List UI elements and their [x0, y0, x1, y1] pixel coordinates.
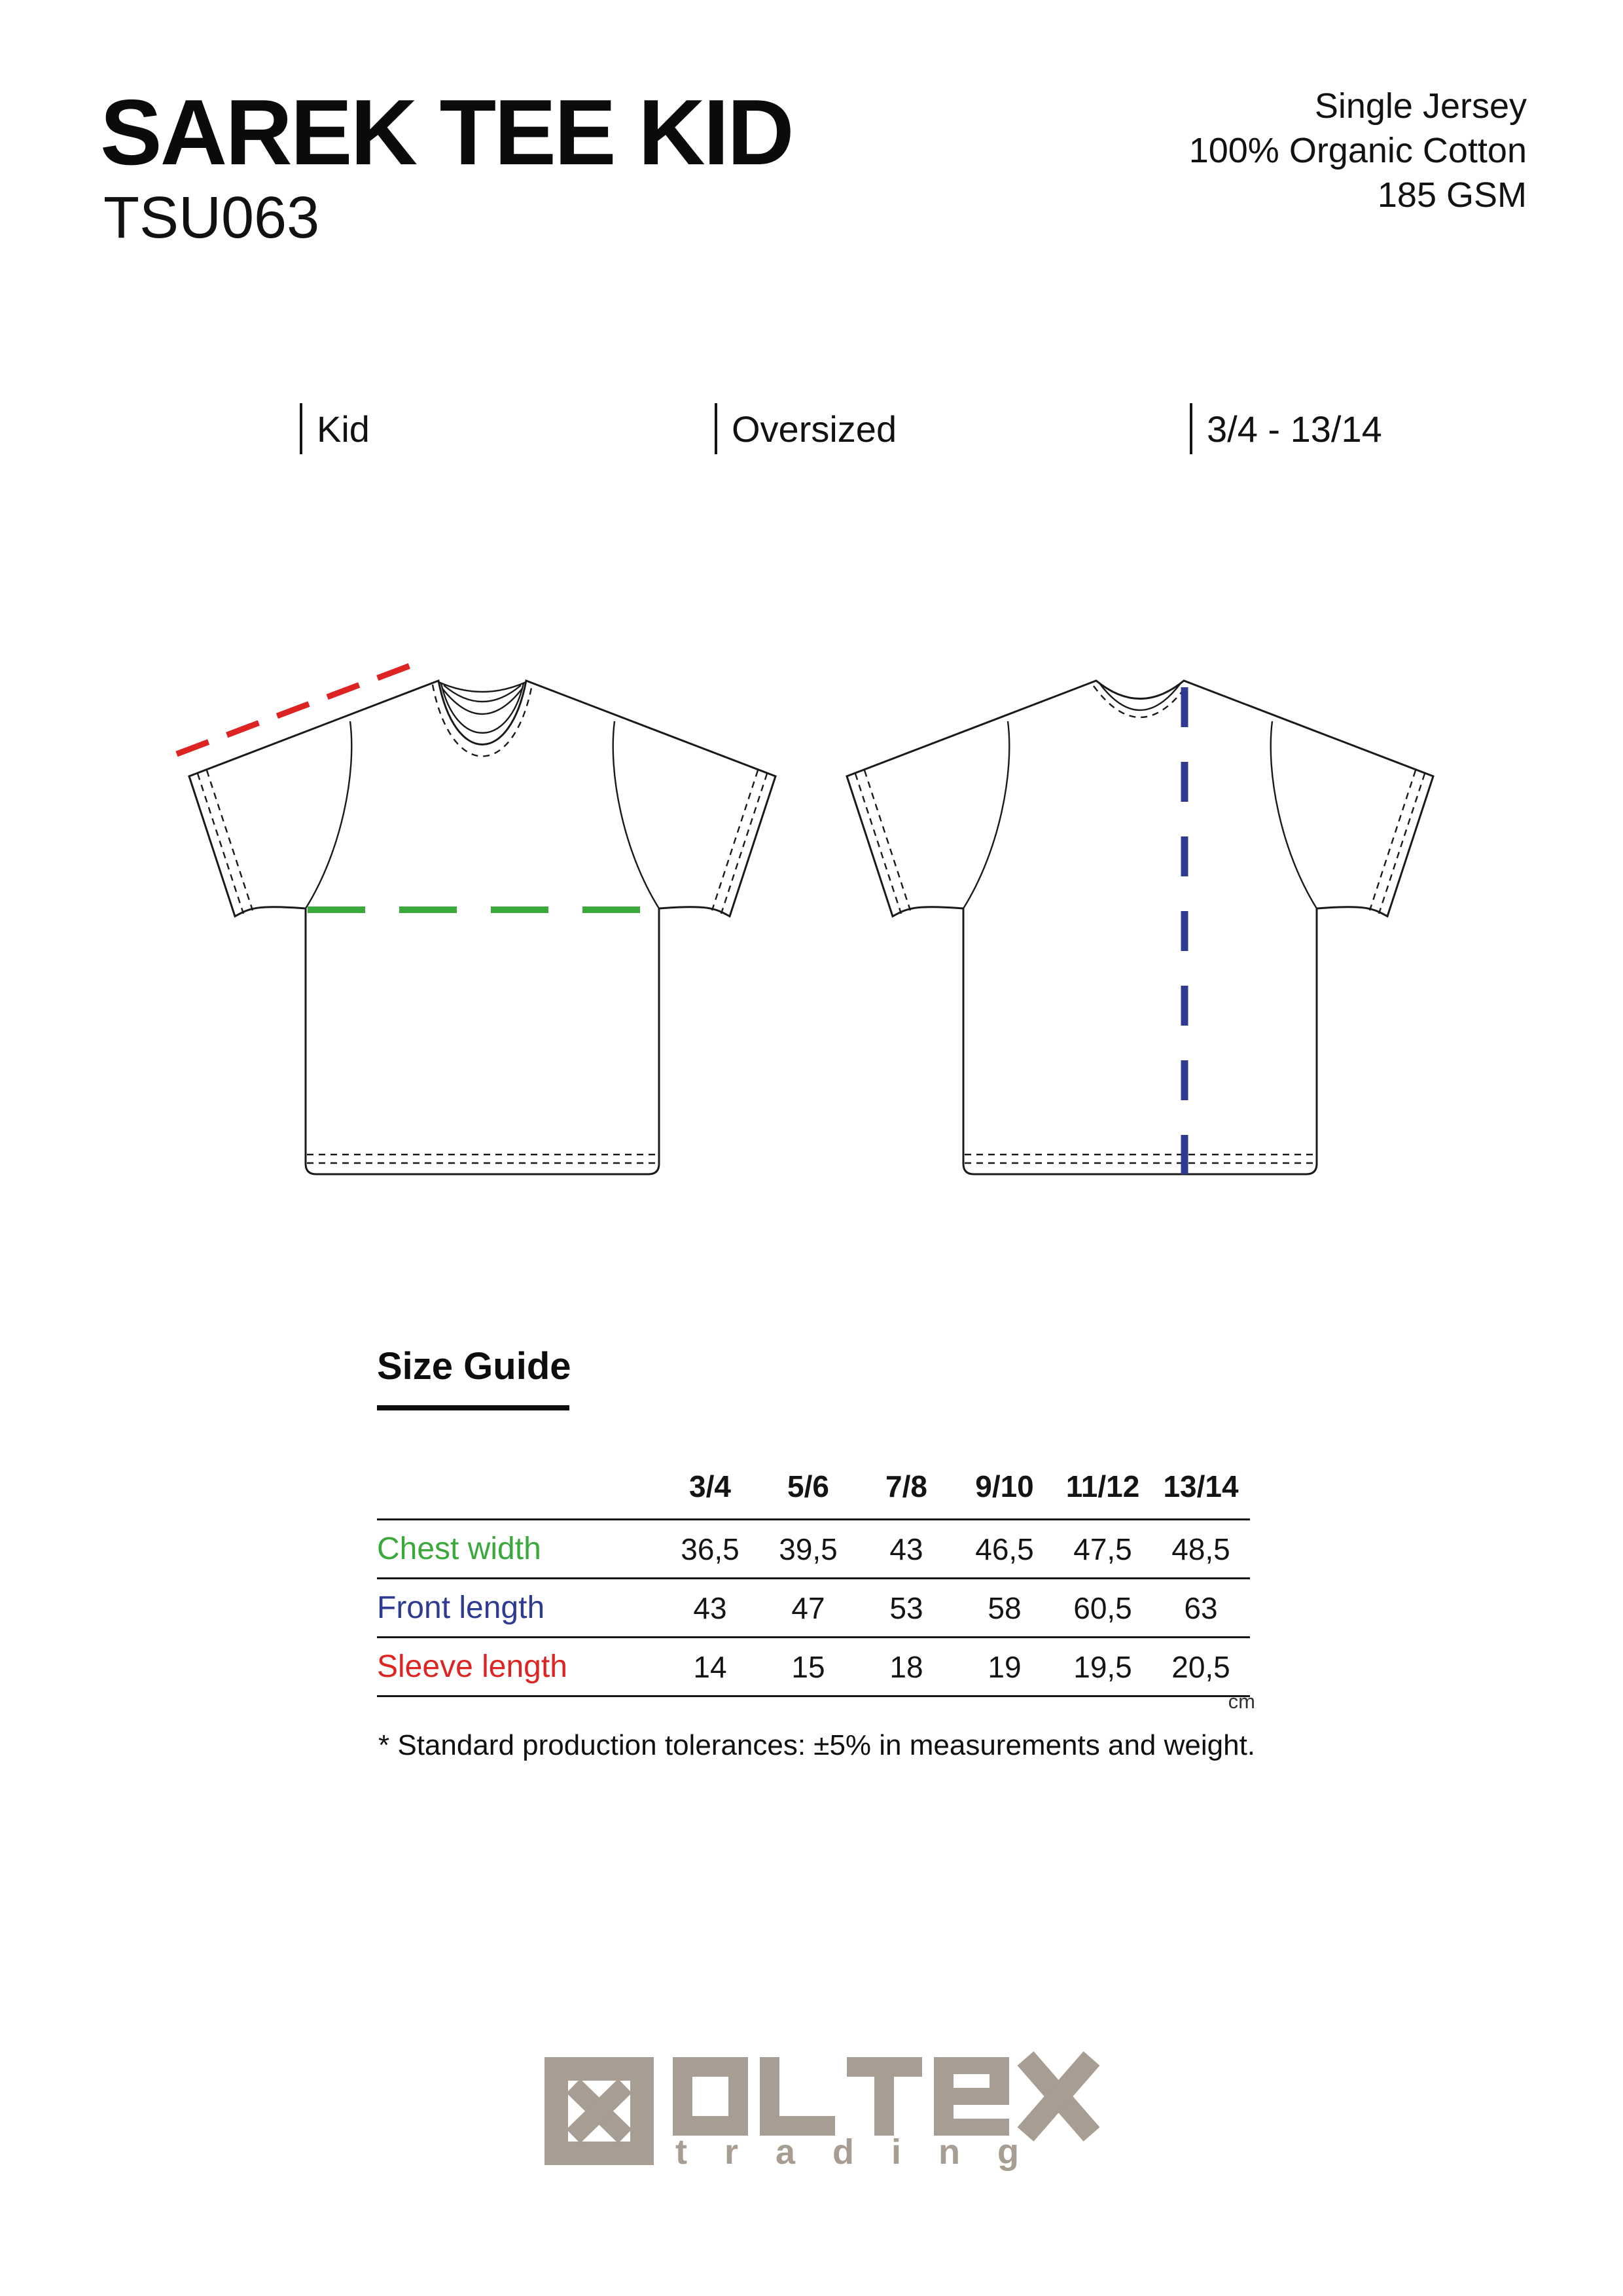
hem-stitch-back	[965, 1155, 1315, 1163]
size-header-empty	[377, 1439, 661, 1520]
logo-wordmark	[683, 2057, 1092, 2136]
hem-stitch-front	[307, 1155, 658, 1163]
logo-subtext: trading	[675, 2132, 1056, 2172]
front-length-value: 53	[889, 1590, 923, 1625]
table-row-sleeve-length	[377, 1638, 1250, 1696]
size-col-header: 9/10	[975, 1469, 1034, 1503]
material-line-fabric: Single Jersey	[1314, 86, 1527, 126]
unit-label: cm	[1228, 1690, 1255, 1713]
garment-diagram	[98, 615, 1538, 1217]
table-row-chest-width	[377, 1520, 1250, 1579]
product-code: TSU063	[103, 185, 320, 251]
sleeve-length-value: 18	[889, 1649, 923, 1684]
page-title: SAREK TEE KID	[100, 81, 793, 185]
sleeve-length-line	[177, 662, 419, 754]
cuff-stitch-right-back	[1370, 770, 1425, 914]
sleeve-length-value: 19,5	[1073, 1649, 1132, 1684]
front-length-value: 63	[1184, 1590, 1218, 1625]
logo-x-box-icon	[544, 2057, 654, 2165]
tee-front-outline	[189, 681, 776, 1174]
front-length-value: 58	[988, 1590, 1022, 1625]
front-length-value: 43	[693, 1590, 727, 1625]
attribute-category	[300, 403, 370, 454]
chest-width-value: 39,5	[779, 1532, 838, 1566]
sleeve-length-value: 15	[791, 1649, 825, 1684]
attribute-fit-label: Oversized	[732, 408, 897, 450]
cuff-stitch-left	[198, 770, 253, 914]
size-guide-table	[377, 1439, 1250, 1697]
front-length-value: 60,5	[1073, 1590, 1132, 1625]
chest-width-value: 46,5	[975, 1532, 1034, 1566]
collar-stitch-dashed-back	[1094, 686, 1186, 717]
row-label-chest-width: Chest width	[377, 1532, 541, 1566]
size-header-row	[377, 1439, 1250, 1520]
cuff-stitch-right	[712, 770, 767, 914]
size-col-header: 5/6	[787, 1469, 829, 1503]
sleeve-length-value: 19	[988, 1649, 1022, 1684]
sleeve-length-value: 14	[693, 1649, 727, 1684]
table-row-front-length	[377, 1579, 1250, 1638]
armhole-seam-left-back	[963, 721, 1009, 908]
size-guide-underline	[377, 1405, 569, 1410]
chest-width-value: 47,5	[1073, 1532, 1132, 1566]
tee-back-view	[847, 681, 1433, 1174]
size-col-header: 7/8	[885, 1469, 927, 1503]
row-label-sleeve-length: Sleeve length	[377, 1649, 567, 1684]
chest-width-value: 36,5	[681, 1532, 740, 1566]
armhole-seam-left	[306, 721, 351, 908]
chest-width-value: 43	[889, 1532, 923, 1566]
size-col-header: 3/4	[689, 1469, 731, 1503]
cuff-stitch-left-back	[855, 770, 910, 914]
sleeve-length-value: 20,5	[1171, 1649, 1230, 1684]
attribute-size-range	[1190, 403, 1382, 454]
size-guide-heading: Size Guide	[377, 1345, 571, 1388]
front-length-value: 47	[791, 1590, 825, 1625]
attribute-size-range-label: 3/4 - 13/14	[1207, 408, 1382, 450]
size-col-header: 11/12	[1065, 1469, 1140, 1503]
tolerance-footnote: * Standard production tolerances: ±5% in measurements and weight.	[378, 1729, 1256, 1761]
armhole-seam-right	[613, 721, 659, 908]
size-col-header: 13/14	[1163, 1469, 1239, 1503]
chest-width-value: 48,5	[1171, 1532, 1230, 1566]
attribute-category-label: Kid	[317, 408, 370, 450]
material-info	[1189, 84, 1527, 217]
tee-back-outline	[847, 681, 1433, 1174]
material-line-composition: 100% Organic Cotton	[1188, 131, 1527, 170]
tee-front-view	[177, 662, 776, 1174]
armhole-seam-right-back	[1271, 721, 1317, 908]
row-label-front-length: Front length	[377, 1590, 545, 1625]
brand-logo	[537, 2047, 1099, 2175]
material-line-weight: 185 GSM	[1377, 175, 1527, 215]
collar-rib-inner-edge	[441, 683, 524, 733]
attribute-fit	[715, 403, 897, 454]
